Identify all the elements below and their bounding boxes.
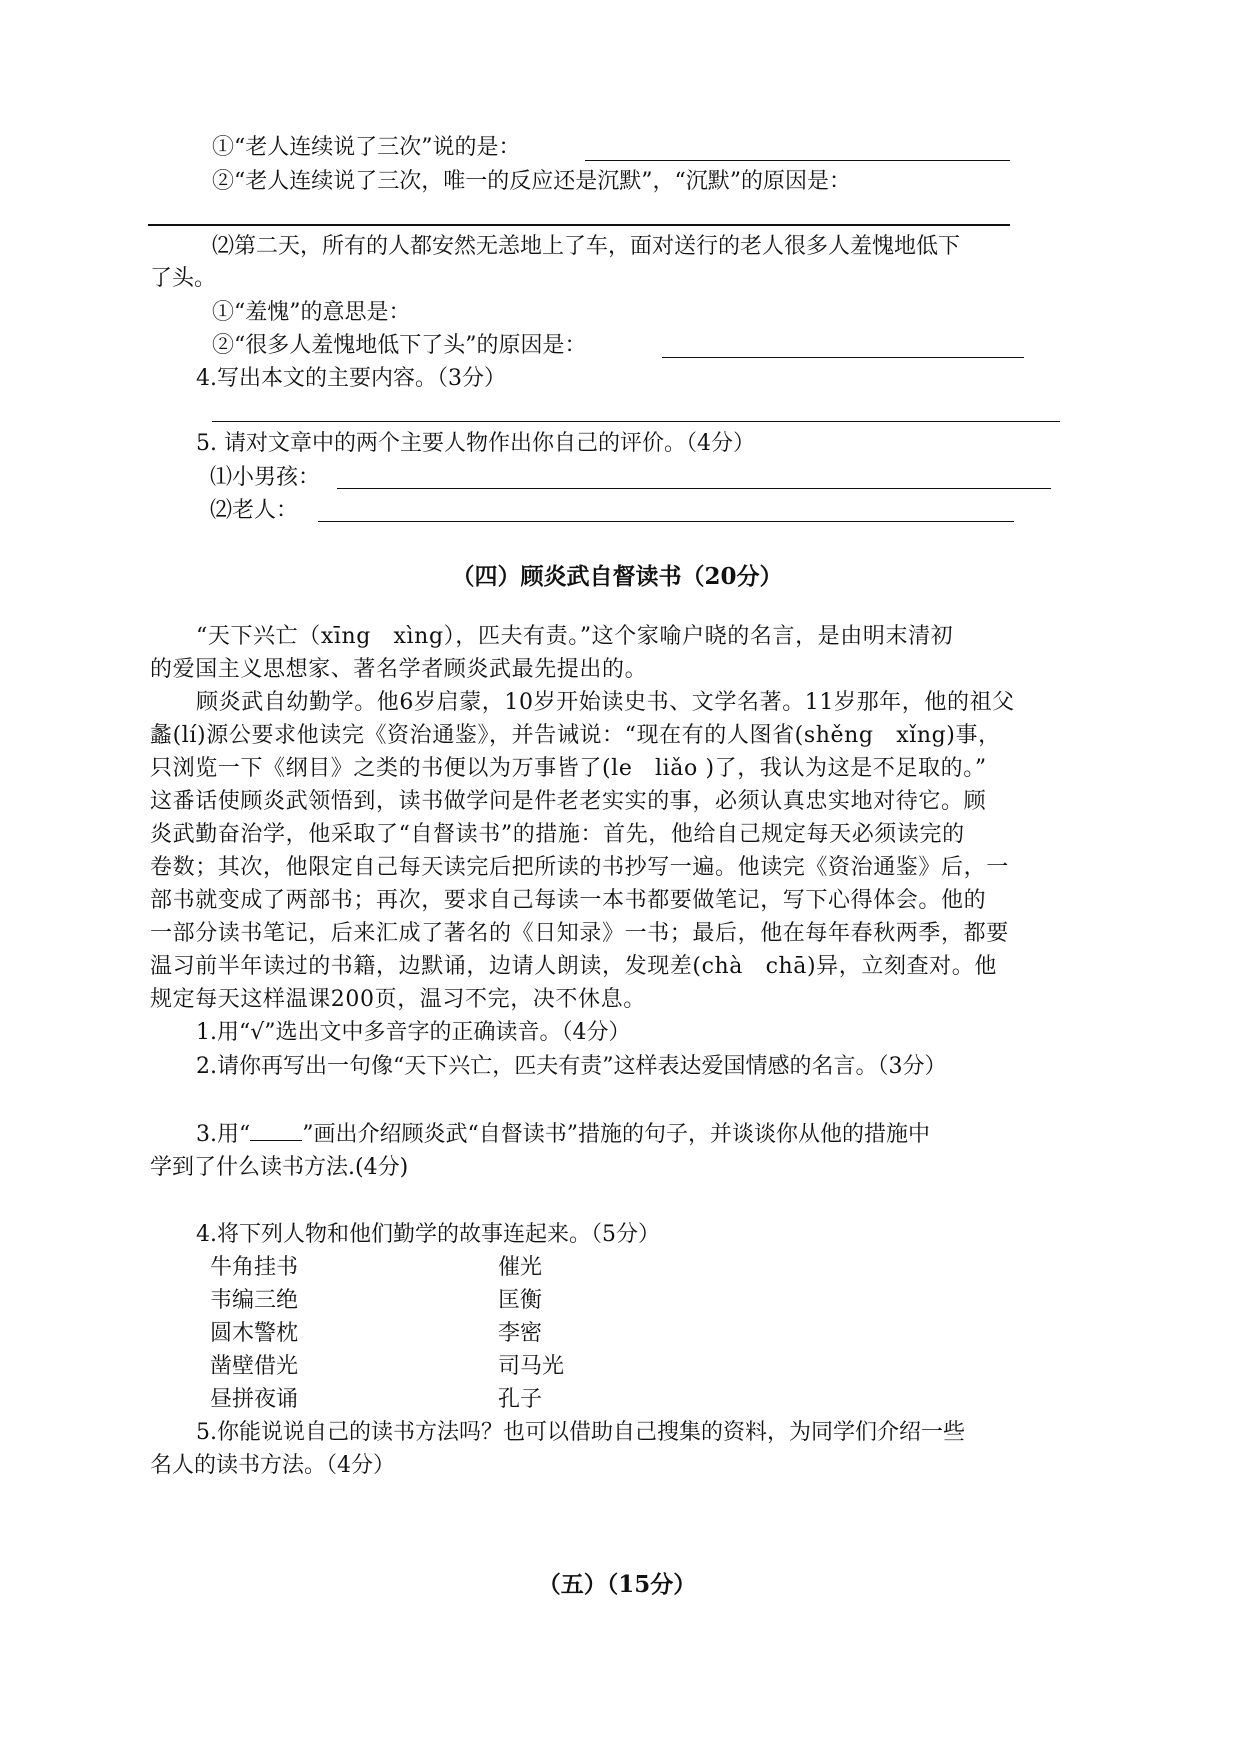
passage-line-5: 只浏览一下《纲目》之类的书便以为万事皆了(le liǎo )了，我认为这是不足取的。” [150,756,987,781]
story-item[interactable]: 牛角挂书 [210,1255,299,1280]
section-5-title: （五）（15分） [537,1571,697,1598]
s4-question-5-line1: 5.你能说说自己的读书方法吗？也可以借助自己搜集的资料，为同学们介绍一些 [196,1420,965,1445]
passage-line-12: 规定每天这样温课200页，温习不完，决不休息。 [150,987,646,1012]
passage-line-7: 炎武勤奋治学，他采取了“自督读书”的措施：首先，他给自己规定每天必须读完的 [150,822,965,847]
person-item[interactable]: 孔子 [498,1387,543,1412]
question-3-1-b: ②“老人连续说了三次，唯一的反应还是沉默”，“沉默”的原因是： [212,169,851,194]
s4-question-5-line2: 名人的读书方法。（4分） [150,1453,395,1478]
person-item[interactable]: 催光 [498,1255,543,1280]
passage-line-11: 温习前半年读过的书籍，边默诵，边请人朗读，发现差(chà chā)异，立刻查对。他 [150,954,997,979]
passage-line-6: 这番话使顾炎武领悟到，读书做学问是件老老实实的事，必须认真忠实地对待它。顾 [150,789,987,814]
s4-question-1: 1.用“√”选出文中多音字的正确读音。（4分） [196,1020,631,1045]
person-item[interactable]: 匡衡 [498,1288,543,1313]
s4-question-2: 2.请你再写出一句像“天下兴亡，匹夫有责”这样表达爱国情感的名言。（3分） [196,1054,947,1079]
person-item[interactable]: 李密 [498,1321,543,1346]
passage-line-9: 部书就变成了两部书；再次，要求自己每读一本书都要做笔记，写下心得体会。他的 [150,888,987,913]
passage-line-3: 顾炎武自幼勤学。他6岁启蒙，10岁开始读史书、文学名著。11岁那年，他的祖父 [196,690,1015,715]
s4-question-3-pre: 3.用“ [196,1122,251,1147]
question-4: 4.写出本文的主要内容。（3分） [196,366,506,391]
passage-line-4: 蠡(lí)源公要求他读完《资治通鉴》，并告诫说：“现在有的人图省(shěng xǐng)事， [150,723,1001,748]
answer-line[interactable] [662,357,1024,358]
passage-line-8: 卷数；其次，他限定自己每天读完后把所读的书抄写一遍。他读完《资治通鉴》后，一 [150,855,1009,880]
passage-line-10: 一部分读书笔记，后来汇成了著名的《日知录》一书；最后，他在每年春秋两季，都要 [150,921,1009,946]
story-item[interactable]: 凿壁借光 [210,1354,299,1379]
passage-line-2: 的爱国主义思想家、著名学者顾炎武最先提出的。 [150,657,648,682]
story-item[interactable]: 韦编三绝 [210,1288,299,1313]
answer-line[interactable] [318,521,1014,522]
answer-line[interactable] [337,488,1051,489]
passage-line-1: “天下兴亡（xīng xìng），匹夫有责。”这个家喻户晓的名言，是由明末清初 [196,624,954,649]
question-3-2-line2: 了头。 [150,266,217,291]
s4-question-3 [196,1120,930,1150]
story-item[interactable]: 昼拼夜诵 [210,1387,299,1412]
question-3-2-a: ①“羞愧”的意思是： [212,300,411,325]
answer-line[interactable] [212,421,1060,422]
question-3-2-b: ②“很多人羞愧地低下了头”的原因是： [212,333,587,358]
question-3-1-a: ①“老人连续说了三次”说的是： [212,135,521,160]
s4-question-3-line2: 学到了什么读书方法.(4分) [150,1155,409,1180]
question-5-2: ⑵老人： [210,498,299,523]
question-5-1: ⑴小男孩： [210,465,321,490]
person-item[interactable]: 司马光 [498,1354,565,1379]
underline-sample [250,1122,302,1141]
story-item[interactable]: 圆木警枕 [210,1321,299,1346]
s4-question-4: 4.将下列人物和他们勤学的故事连起来。（5分） [196,1222,660,1247]
section-4-title: （四）顾炎武自督读书（20分） [451,563,783,590]
s4-question-3-post: ”画出介绍顾炎武“自督读书”措施的句子，并谈谈你从他的措施中 [302,1122,930,1147]
answer-line[interactable] [148,224,1010,226]
question-3-2-line1: ⑵第二天，所有的人都安然无恙地上了车，面对送行的老人很多人羞愧地低下 [212,234,961,259]
question-5: 5. 请对文章中的两个主要人物作出你自己的评价。（4分） [196,431,755,456]
answer-line[interactable] [585,160,1010,161]
